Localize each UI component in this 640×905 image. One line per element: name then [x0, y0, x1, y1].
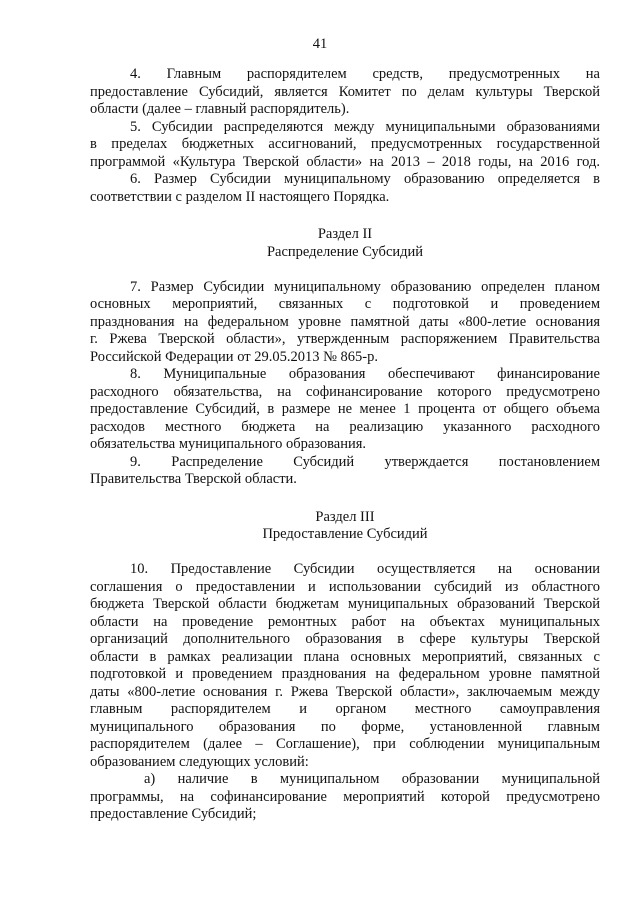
paragraph-4 — [90, 66, 600, 119]
text-line: программой «Культура Тверской области» на 2013 – 2018 годы, на 2016 год. — [90, 153, 600, 170]
text-line: программы, на софинансирование мероприятий которой предусмотрено — [90, 788, 600, 805]
section-title: Раздел II — [317, 226, 373, 242]
text-line: 4. Главным распорядителем средств, предусмотренных на — [130, 66, 600, 82]
text-line: основных мероприятий, связанных с подготовкой и проведением — [90, 296, 600, 312]
section-subtitle: Распределение Субсидий — [266, 243, 424, 260]
text-line: подготовкой и проведением празднования на федеральном уровне памятной — [90, 666, 600, 682]
text-line: 6. Размер Субсидии муниципальному образованию определяется в — [130, 171, 600, 187]
paragraph-5 — [90, 119, 600, 172]
text-line: в пределах бюджетных ассигнований, предусмотренных государственной — [90, 136, 600, 152]
text-line: предоставление Субсидий, является Комитет по делам культуры Тверской — [90, 83, 600, 100]
document-body — [90, 66, 600, 824]
section-3-heading — [90, 509, 600, 544]
paragraph-6 — [90, 171, 600, 206]
paragraph-7 — [90, 279, 600, 367]
text-line: бюджета Тверской области бюджетам муниципальных образований Тверской — [90, 596, 600, 612]
text-line: 10. Предоставление Субсидии осуществляется на основании — [130, 561, 600, 577]
text-line: 5. Субсидии распределяются между муниципальными образованиями — [130, 118, 600, 135]
text-line: а) наличие в муниципальном образовании муниципальной — [144, 771, 600, 787]
text-line: муниципального образования по форме, установленной главным — [90, 718, 600, 735]
text-line: Правительства Тверской области. — [90, 471, 297, 487]
text-line: предоставление Субсидий; — [90, 806, 257, 822]
text-line: обязательства муниципального образования. — [90, 436, 367, 452]
text-line: области в рамках реализации плана основных мероприятий, связанных с — [90, 648, 600, 665]
text-line: предоставление Субсидий, в размере не менее 1 процента от общего объема — [90, 401, 600, 417]
text-line: 9. Распределение Субсидий утверждается постановлением — [130, 453, 600, 470]
text-line: области на проведение ремонтных работ на объектах муниципальных — [90, 613, 600, 630]
paragraph-8 — [90, 366, 600, 454]
text-line: расходов местного бюджета на реализацию указанного расходного — [90, 418, 600, 435]
text-line: 7. Размер Субсидии муниципальному образованию определен планом — [130, 278, 600, 295]
text-line: области (далее – главный распорядитель). — [90, 101, 350, 117]
text-line: Российской Федерации от 29.05.2013 № 865-р. — [90, 348, 378, 365]
text-line: соглашения о предоставлении и использовании субсидий из областного — [90, 578, 600, 595]
paragraph-a — [90, 771, 600, 824]
text-line: главным распорядителем и органом местного самоуправления — [90, 701, 600, 717]
text-line: расходного обязательства, на софинансирование которого предусмотрено — [90, 383, 600, 400]
text-line: даты «800-летие основания г. Ржева Тверской области», заключаемым между — [90, 683, 600, 700]
section-2-heading — [90, 226, 600, 261]
text-line: организаций дополнительного образования в сфере культуры Тверской — [90, 631, 600, 647]
page-number: 41 — [312, 36, 328, 52]
text-line: соответствии с разделом II настоящего Порядка. — [90, 188, 390, 205]
text-line: распорядителем (далее – Соглашение), при соблюдении муниципальным — [90, 736, 600, 752]
paragraph-9 — [90, 454, 600, 489]
text-line: 8. Муниципальные образования обеспечивают финансирование — [130, 366, 600, 382]
text-line: празднования на федеральном уровне памятной даты «800-летие основания — [90, 313, 600, 330]
text-line: г. Ржева Тверской области», утвержденным распоряжением Правительства — [90, 331, 600, 347]
section-subtitle: Предоставление Субсидий — [262, 526, 428, 542]
section-title: Раздел III — [315, 508, 375, 525]
text-line: образованием следующих условий: — [90, 753, 309, 770]
paragraph-10 — [90, 561, 600, 771]
